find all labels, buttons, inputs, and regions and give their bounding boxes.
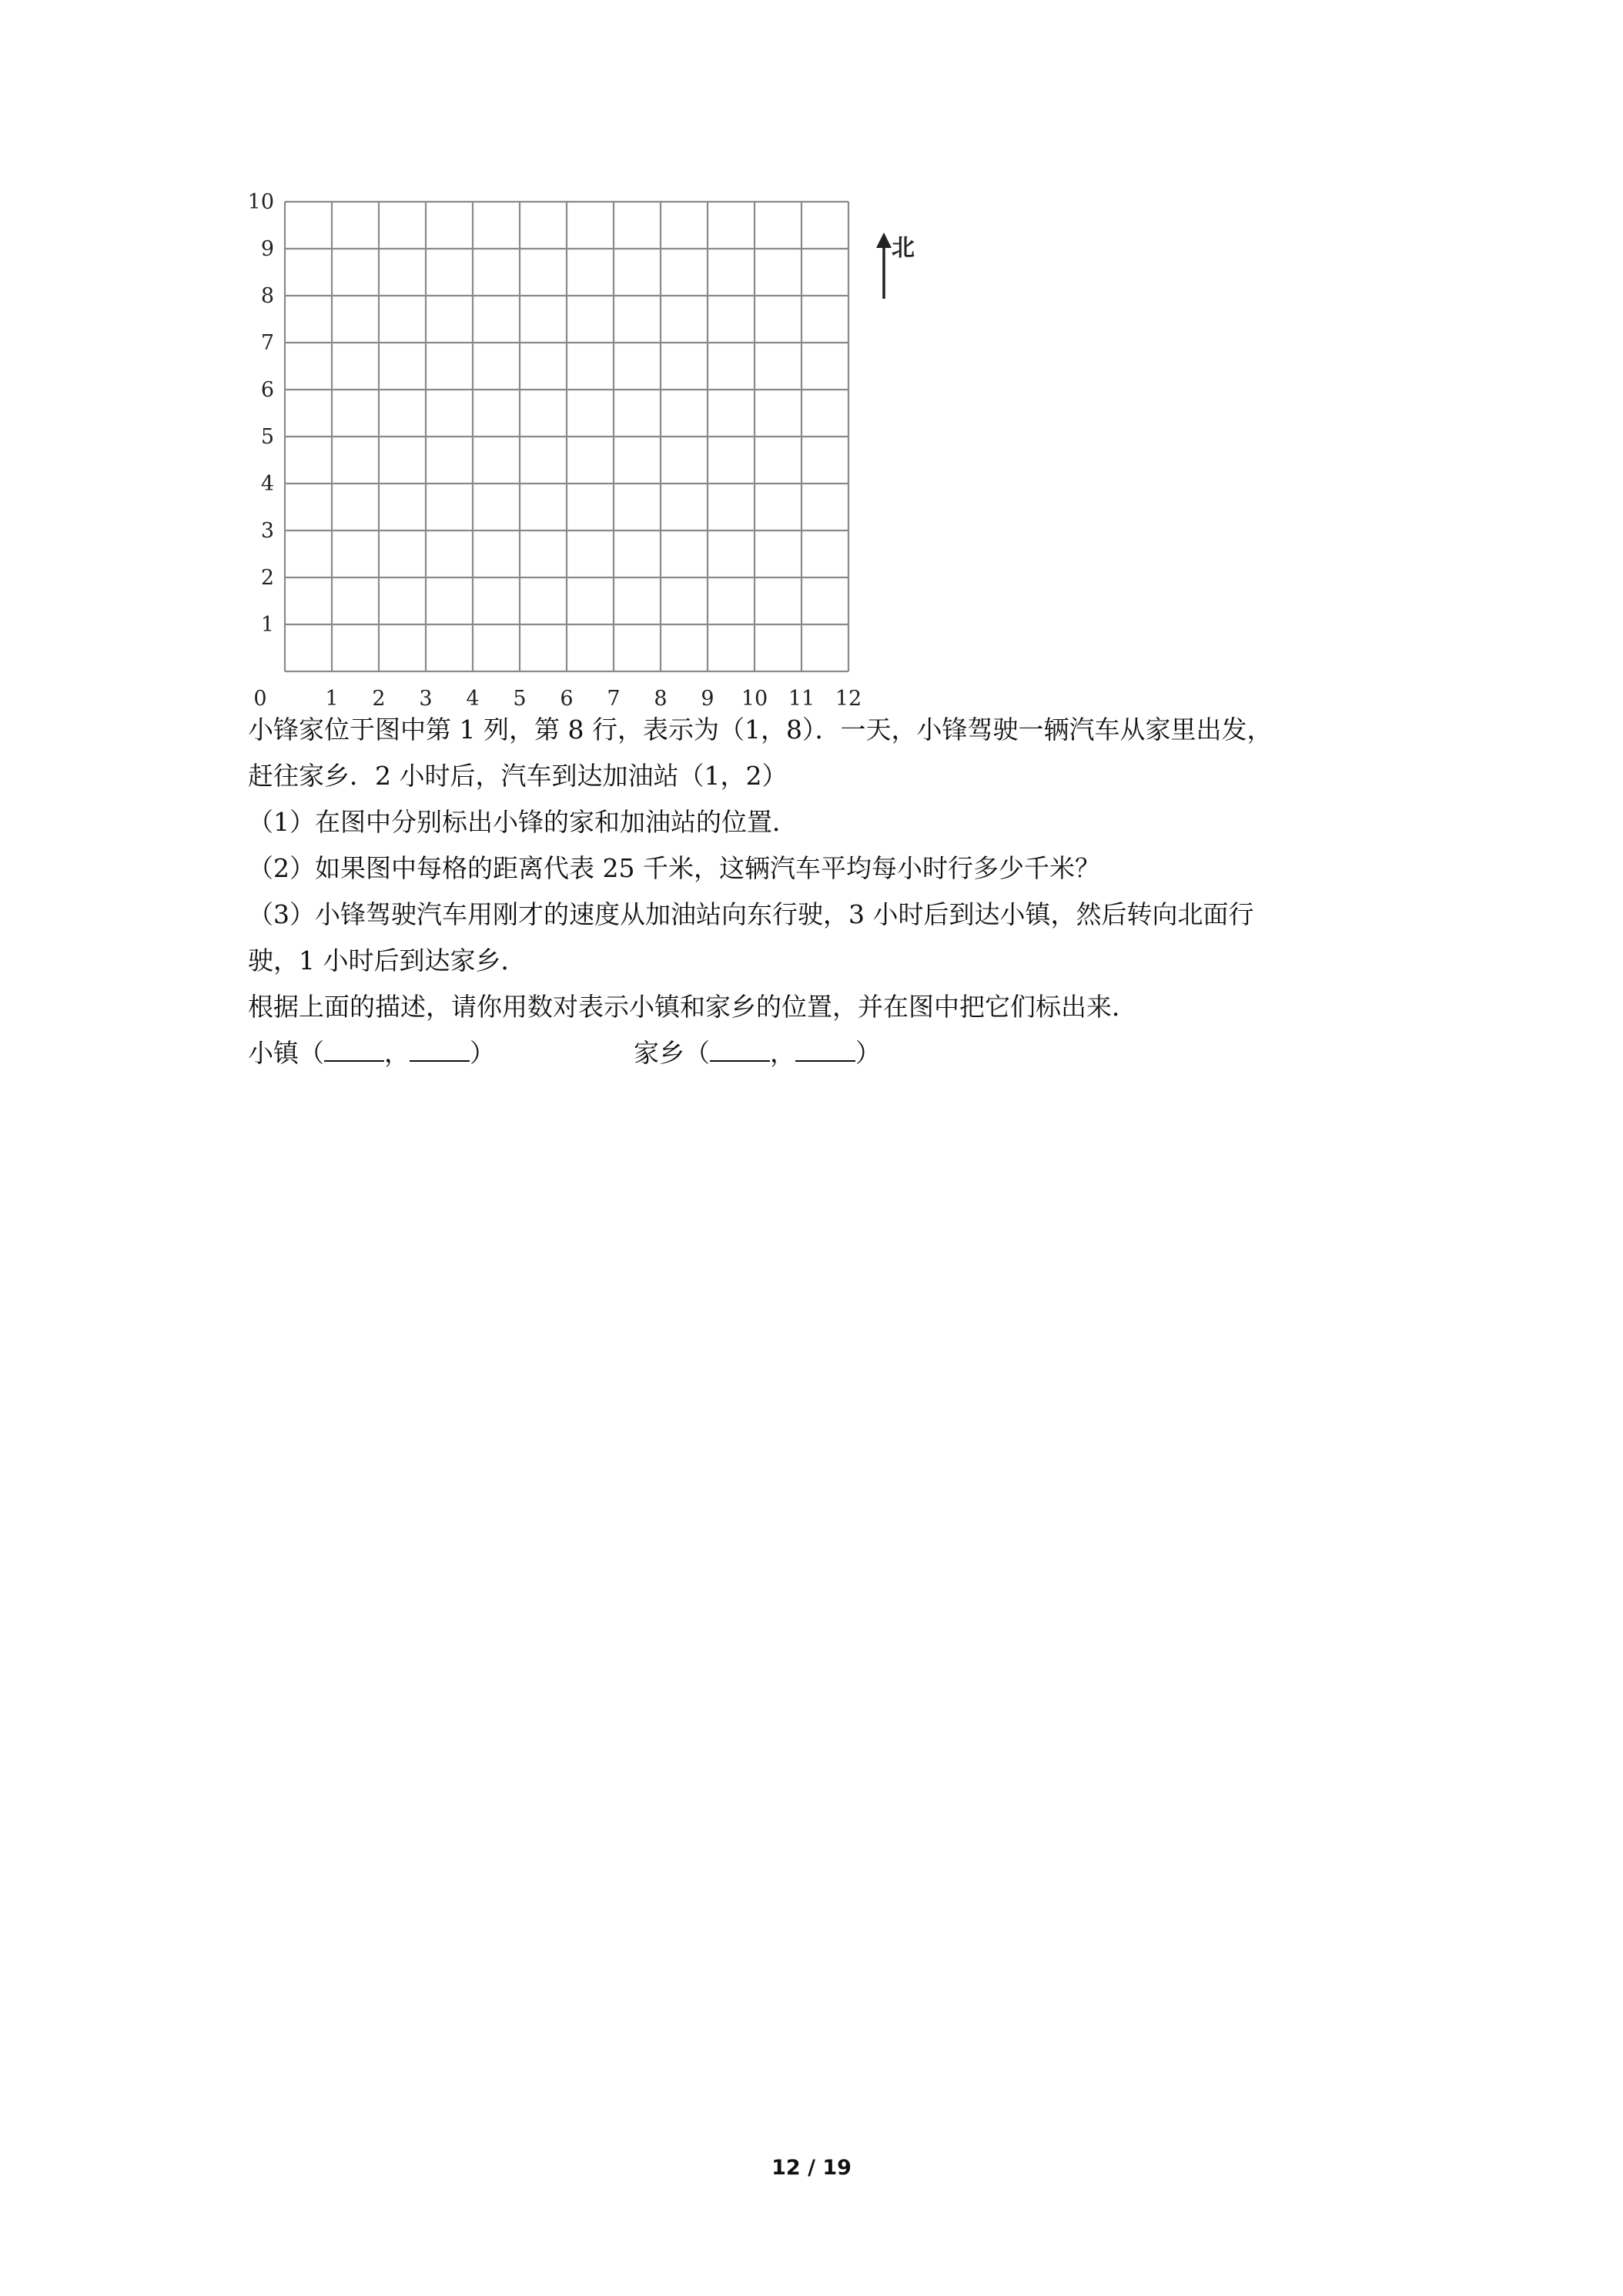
x-tick-label: 2 bbox=[372, 687, 386, 711]
y-tick-label: 10 bbox=[247, 192, 274, 214]
home-x-blank[interactable] bbox=[710, 1037, 770, 1062]
north-indicator bbox=[876, 233, 915, 299]
coordinate-grid bbox=[239, 192, 947, 716]
x-tick-label: 12 bbox=[835, 687, 862, 711]
x-tick-label: 10 bbox=[741, 687, 768, 711]
y-tick-label: 9 bbox=[260, 237, 274, 261]
home-y-blank[interactable] bbox=[795, 1037, 855, 1062]
x-tick-label: 8 bbox=[654, 687, 668, 711]
answer-town-comma: ， bbox=[384, 1038, 410, 1068]
page-number: 12 / 19 bbox=[771, 2156, 852, 2180]
y-tick-label: 3 bbox=[260, 519, 274, 543]
y-axis-tick-labels bbox=[248, 192, 274, 637]
town-y-blank[interactable] bbox=[410, 1037, 470, 1062]
grid-lines bbox=[285, 202, 848, 671]
x-tick-label: 7 bbox=[607, 687, 621, 711]
y-tick-label: 6 bbox=[260, 378, 274, 402]
north-label: 北 bbox=[892, 235, 915, 262]
intro-line-2: 赶往家乡．2 小时后，汽车到达加油站（1，2） bbox=[248, 761, 788, 791]
north-arrow-icon bbox=[876, 233, 892, 248]
question-3-line-2: 驶，1 小时后到达家乡． bbox=[248, 946, 527, 976]
answer-home-comma: ， bbox=[770, 1038, 795, 1068]
x-tick-label: 3 bbox=[419, 687, 433, 711]
y-tick-label: 1 bbox=[260, 613, 274, 637]
y-tick-label: 4 bbox=[260, 472, 274, 496]
question-3-line-1: （3）小锋驾驶汽车用刚才的速度从加油站向东行驶，3 小时后到达小镇，然后转向北面行 bbox=[248, 899, 1254, 929]
intro-line-1: 小锋家位于图中第 1 列，第 8 行，表示为（1，8）．一天，小锋驾驶一辆汽车从家里出发， bbox=[248, 715, 1273, 745]
y-tick-label: 8 bbox=[260, 284, 274, 308]
y-tick-label: 2 bbox=[260, 566, 274, 590]
town-x-blank[interactable] bbox=[324, 1037, 384, 1062]
y-tick-label: 5 bbox=[260, 425, 274, 449]
question-2: （2）如果图中每格的距离代表 25 千米，这辆汽车平均每小时行多少千米？ bbox=[248, 853, 1100, 883]
x-tick-label: 1 bbox=[325, 687, 339, 711]
answer-line bbox=[248, 1030, 1380, 1076]
y-tick-label: 7 bbox=[260, 331, 274, 355]
question-1: （1）在图中分别标出小锋的家和加油站的位置． bbox=[248, 807, 798, 837]
problem-text bbox=[248, 707, 1380, 1076]
answer-home-label: 家乡（ bbox=[634, 1038, 710, 1068]
x-tick-label: 9 bbox=[701, 687, 714, 711]
x-tick-label: 6 bbox=[560, 687, 574, 711]
x-tick-label: 4 bbox=[466, 687, 480, 711]
x-tick-label: 11 bbox=[788, 687, 815, 711]
x-tick-label: 0 bbox=[253, 687, 267, 711]
answer-home-close: ） bbox=[855, 1038, 881, 1068]
answer-town-label: 小镇（ bbox=[248, 1038, 324, 1068]
coordinate-grid-figure bbox=[239, 192, 947, 716]
answer-town-close: ） bbox=[470, 1038, 495, 1068]
x-tick-label: 5 bbox=[513, 687, 527, 711]
instruction-line: 根据上面的描述，请你用数对表示小镇和家乡的位置，并在图中把它们标出来． bbox=[248, 992, 1137, 1022]
